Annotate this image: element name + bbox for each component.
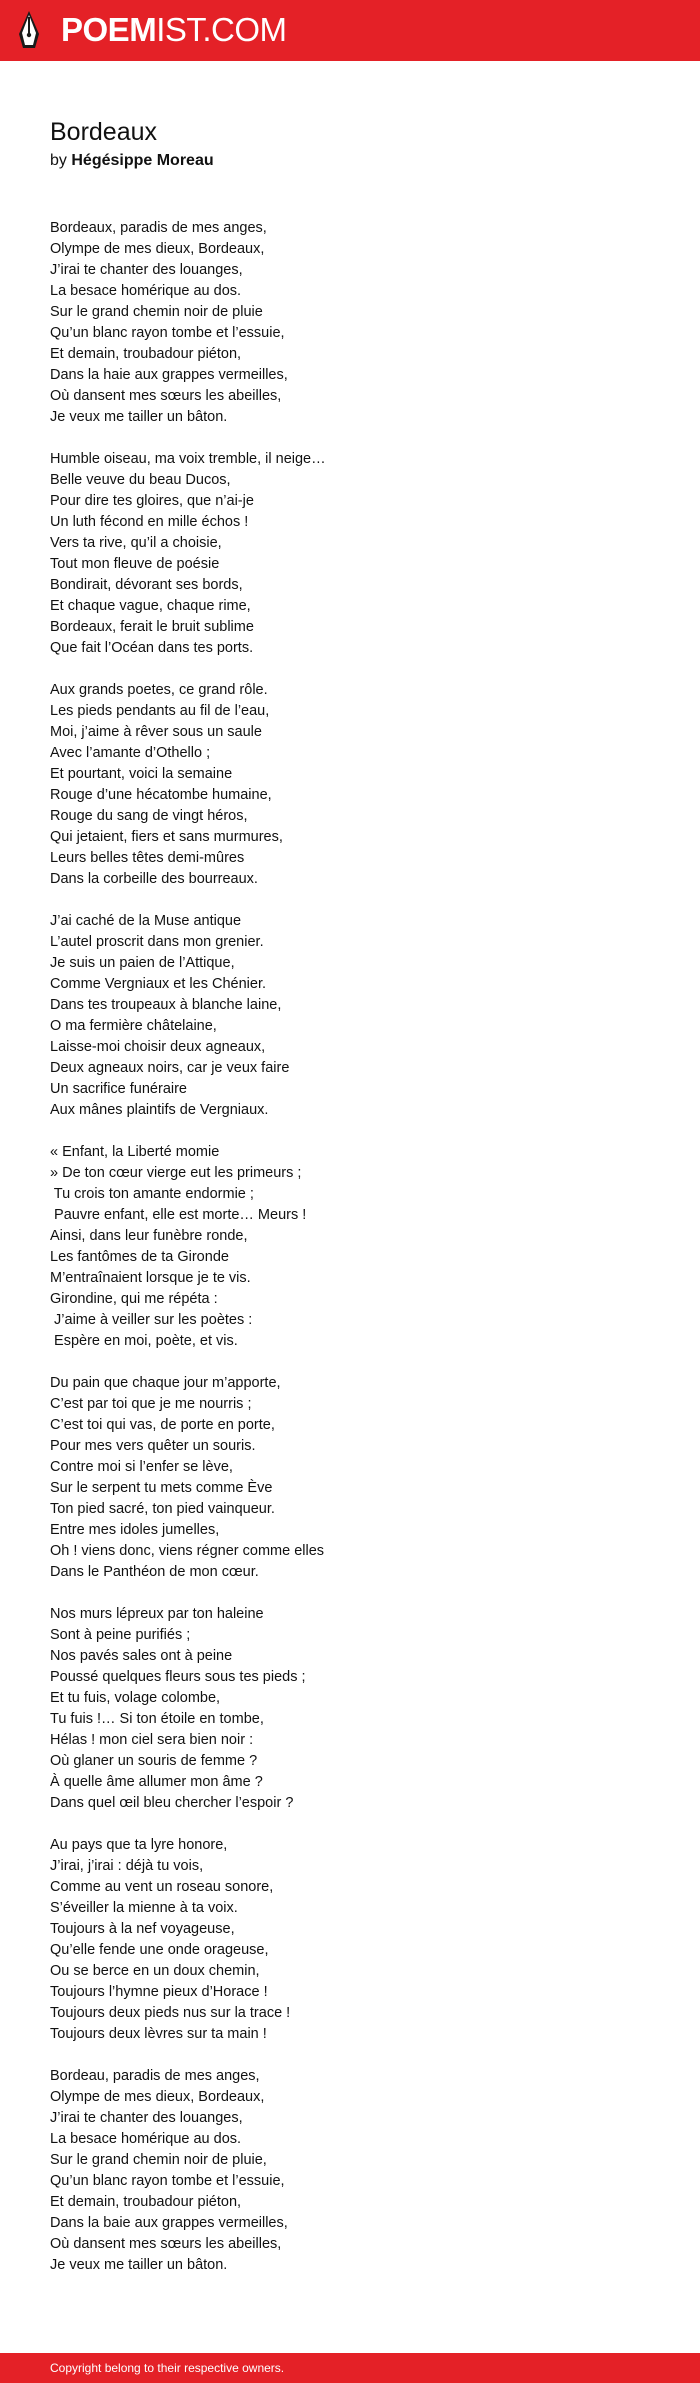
poem-line: Olympe de mes dieux, Bordeaux, [50, 2089, 265, 2105]
poem-line: Toujours deux pieds nus sur la trace ! [50, 2005, 291, 2021]
poem-line: Ou se berce en un doux chemin, [50, 1963, 260, 1979]
poem-line: Oh ! viens donc, viens régner comme elles [50, 1543, 325, 1559]
poem-line: Espère en moi, poète, et vis. [50, 1333, 238, 1349]
poem-line: J’aime à veiller sur les poètes : [50, 1312, 253, 1328]
poem-line: Pour mes vers quêter un souris. [50, 1438, 256, 1454]
poem-line: Qu’elle fende une onde orageuse, [50, 1942, 269, 1958]
poem-line: J’ai caché de la Muse antique [50, 913, 242, 929]
poem-line: Du pain que chaque jour m’apporte, [50, 1375, 281, 1391]
poem-line: Rouge d’une hécatombe humaine, [50, 787, 272, 803]
poem-line: Je veux me tailler un bâton. [50, 409, 228, 425]
poem-line: Moi, j’aime à rêver sous un saule [50, 724, 262, 740]
logo-text-strong: POEM [61, 11, 157, 48]
poem-line: Tout mon fleuve de poésie [50, 556, 220, 572]
poem-line: Toujours deux lèvres sur ta main ! [50, 2026, 267, 2042]
poem-heading [50, 112, 650, 170]
poem-line: Tu fuis !… Si ton étoile en tombe, [50, 1711, 264, 1727]
poem-line: Que fait l’Océan dans tes ports. [50, 640, 254, 656]
poem-line: M’entraînaient lorsque je te vis. [50, 1270, 251, 1286]
pen-nib-icon [17, 10, 41, 50]
poem-line: Et tu fuis, volage colombe, [50, 1690, 221, 1706]
poem-stanza [50, 1604, 650, 1814]
poem-line: Qui jetaient, fiers et sans murmures, [50, 829, 283, 845]
poem-line: L’autel proscrit dans mon grenier. [50, 934, 264, 950]
poem-line: À quelle âme allumer mon âme ? [50, 1774, 263, 1790]
poem-title: Bordeaux [50, 118, 158, 146]
poem-line: Avec l’amante d’Othello ; [50, 745, 211, 761]
poem-line: Nos murs lépreux par ton haleine [50, 1606, 264, 1622]
poem-line: Belle veuve du beau Ducos, [50, 472, 231, 488]
poem-line: Je veux me tailler un bâton. [50, 2257, 228, 2273]
poem-line: Et chaque vague, chaque rime, [50, 598, 251, 614]
copyright-text: Copyright belong to their respective owners. [50, 2361, 285, 2375]
poem-line: Vers ta rive, qu’il a choisie, [50, 535, 222, 551]
poem-author: Hégésippe Moreau [71, 152, 214, 169]
poem-line: Pour dire tes gloires, que n’ai-je [50, 493, 254, 509]
poem-line: Aux grands poetes, ce grand rôle. [50, 682, 268, 698]
poem-line: Ainsi, dans leur funèbre ronde, [50, 1228, 248, 1244]
poem-line: O ma fermière châtelaine, [50, 1018, 217, 1034]
poem-line: Ton pied sacré, ton pied vainqueur. [50, 1501, 275, 1517]
poem-line: » De ton cœur vierge eut les primeurs ; [50, 1165, 302, 1181]
poem-line: S’éveiller la mienne à ta voix. [50, 1900, 238, 1916]
poem-line: Entre mes idoles jumelles, [50, 1522, 220, 1538]
poem-line: Deux agneaux noirs, car je veux faire [50, 1060, 290, 1076]
logo-text-light: IST.COM [156, 11, 287, 48]
poem-line: Nos pavés sales ont à peine [50, 1648, 233, 1664]
poem-stanza [50, 1373, 650, 1583]
poem-stanza [50, 680, 650, 890]
poem-line: J’irai te chanter des louanges, [50, 262, 243, 278]
poem-line: Toujours à la nef voyageuse, [50, 1921, 235, 1937]
poem-line: Bordeau, paradis de mes anges, [50, 2068, 260, 2084]
poem-stanza [50, 1142, 650, 1352]
poem-line: Aux mânes plaintifs de Vergniaux. [50, 1102, 269, 1118]
poem-stanza [50, 218, 650, 428]
poem-line: Dans le Panthéon de mon cœur. [50, 1564, 259, 1580]
byline-prefix: by [50, 152, 67, 169]
poem-line: La besace homérique au dos. [50, 2131, 242, 2147]
poem-line: Tu crois ton amante endormie ; [50, 1186, 254, 1202]
site-header [0, 0, 700, 61]
site-logo-link[interactable] [17, 10, 287, 50]
poem-line: Et demain, troubadour piéton, [50, 346, 242, 362]
poem-line: « Enfant, la Liberté momie [50, 1144, 220, 1160]
poem-line: Pauvre enfant, elle est morte… Meurs ! [50, 1207, 307, 1223]
poem-stanza [50, 2066, 650, 2276]
poem-line: Sont à peine purifiés ; [50, 1627, 191, 1643]
poem-line: Bondirait, dévorant ses bords, [50, 577, 243, 593]
poem-line: Où dansent mes sœurs les abeilles, [50, 2236, 282, 2252]
poem-line: Contre moi si l’enfer se lève, [50, 1459, 233, 1475]
poem-line: Girondine, qui me répéta : [50, 1291, 218, 1307]
poem-line: J’irai te chanter des louanges, [50, 2110, 243, 2126]
poem-line: Qu’un blanc rayon tombe et l’essuie, [50, 2173, 285, 2189]
poem-stanza [50, 449, 650, 659]
poem-line: Je suis un paien de l’Attique, [50, 955, 235, 971]
poem-line: J’irai, j’irai : déjà tu vois, [50, 1858, 204, 1874]
poem-line: Les fantômes de ta Gironde [50, 1249, 229, 1265]
poem-line: Rouge du sang de vingt héros, [50, 808, 248, 824]
poem-line: Leurs belles têtes demi-mûres [50, 850, 245, 866]
poem-line: Sur le serpent tu mets comme Ève [50, 1480, 273, 1496]
poem-line: Sur le grand chemin noir de pluie, [50, 2152, 267, 2168]
poem-line: Olympe de mes dieux, Bordeaux, [50, 241, 265, 257]
poem-line: C’est par toi que je me nourris ; [50, 1396, 252, 1412]
poem-line: Et pourtant, voici la semaine [50, 766, 233, 782]
poem-line: Les pieds pendants au fil de l’eau, [50, 703, 270, 719]
poem-line: Dans la baie aux grappes vermeilles, [50, 2215, 288, 2231]
poem-line: Où glaner un souris de femme ? [50, 1753, 258, 1769]
poem-line: Et demain, troubadour piéton, [50, 2194, 242, 2210]
poem-stanza [50, 1835, 650, 2045]
poem-line: Hélas ! mon ciel sera bien noir : [50, 1732, 254, 1748]
poem-line: Toujours l’hymne pieux d’Horace ! [50, 1984, 268, 2000]
poem-line: Dans la haie aux grappes vermeilles, [50, 367, 288, 383]
poem-line: Dans quel œil bleu chercher l’espoir ? [50, 1795, 294, 1811]
poem-line: Dans tes troupeaux à blanche laine, [50, 997, 282, 1013]
poem-line: Au pays que ta lyre honore, [50, 1837, 228, 1853]
poem-line: Sur le grand chemin noir de pluie [50, 304, 263, 320]
poem-line: Un sacrifice funéraire [50, 1081, 187, 1097]
site-logo-text [61, 10, 287, 50]
site-footer [0, 2353, 700, 2383]
poem-line: Comme Vergniaux et les Chénier. [50, 976, 266, 992]
poem-line: Poussé quelques fleurs sous tes pieds ; [50, 1669, 306, 1685]
poem-line: Humble oiseau, ma voix tremble, il neige… [50, 451, 326, 467]
poem-line: Dans la corbeille des bourreaux. [50, 871, 258, 887]
poem-line: Un luth fécond en mille échos ! [50, 514, 249, 530]
poem-line: Qu’un blanc rayon tombe et l’essuie, [50, 325, 285, 341]
poem-line: Comme au vent un roseau sonore, [50, 1879, 274, 1895]
poem-line: C’est toi qui vas, de porte en porte, [50, 1417, 275, 1433]
poem-byline [50, 152, 650, 170]
poem-line: Bordeaux, ferait le bruit sublime [50, 619, 254, 635]
poem-body [50, 218, 650, 2297]
poem-line: Où dansent mes sœurs les abeilles, [50, 388, 282, 404]
poem-line: La besace homérique au dos. [50, 283, 242, 299]
poem-stanza [50, 911, 650, 1121]
poem-line: Laisse-moi choisir deux agneaux, [50, 1039, 266, 1055]
poem-line: Bordeaux, paradis de mes anges, [50, 220, 267, 236]
